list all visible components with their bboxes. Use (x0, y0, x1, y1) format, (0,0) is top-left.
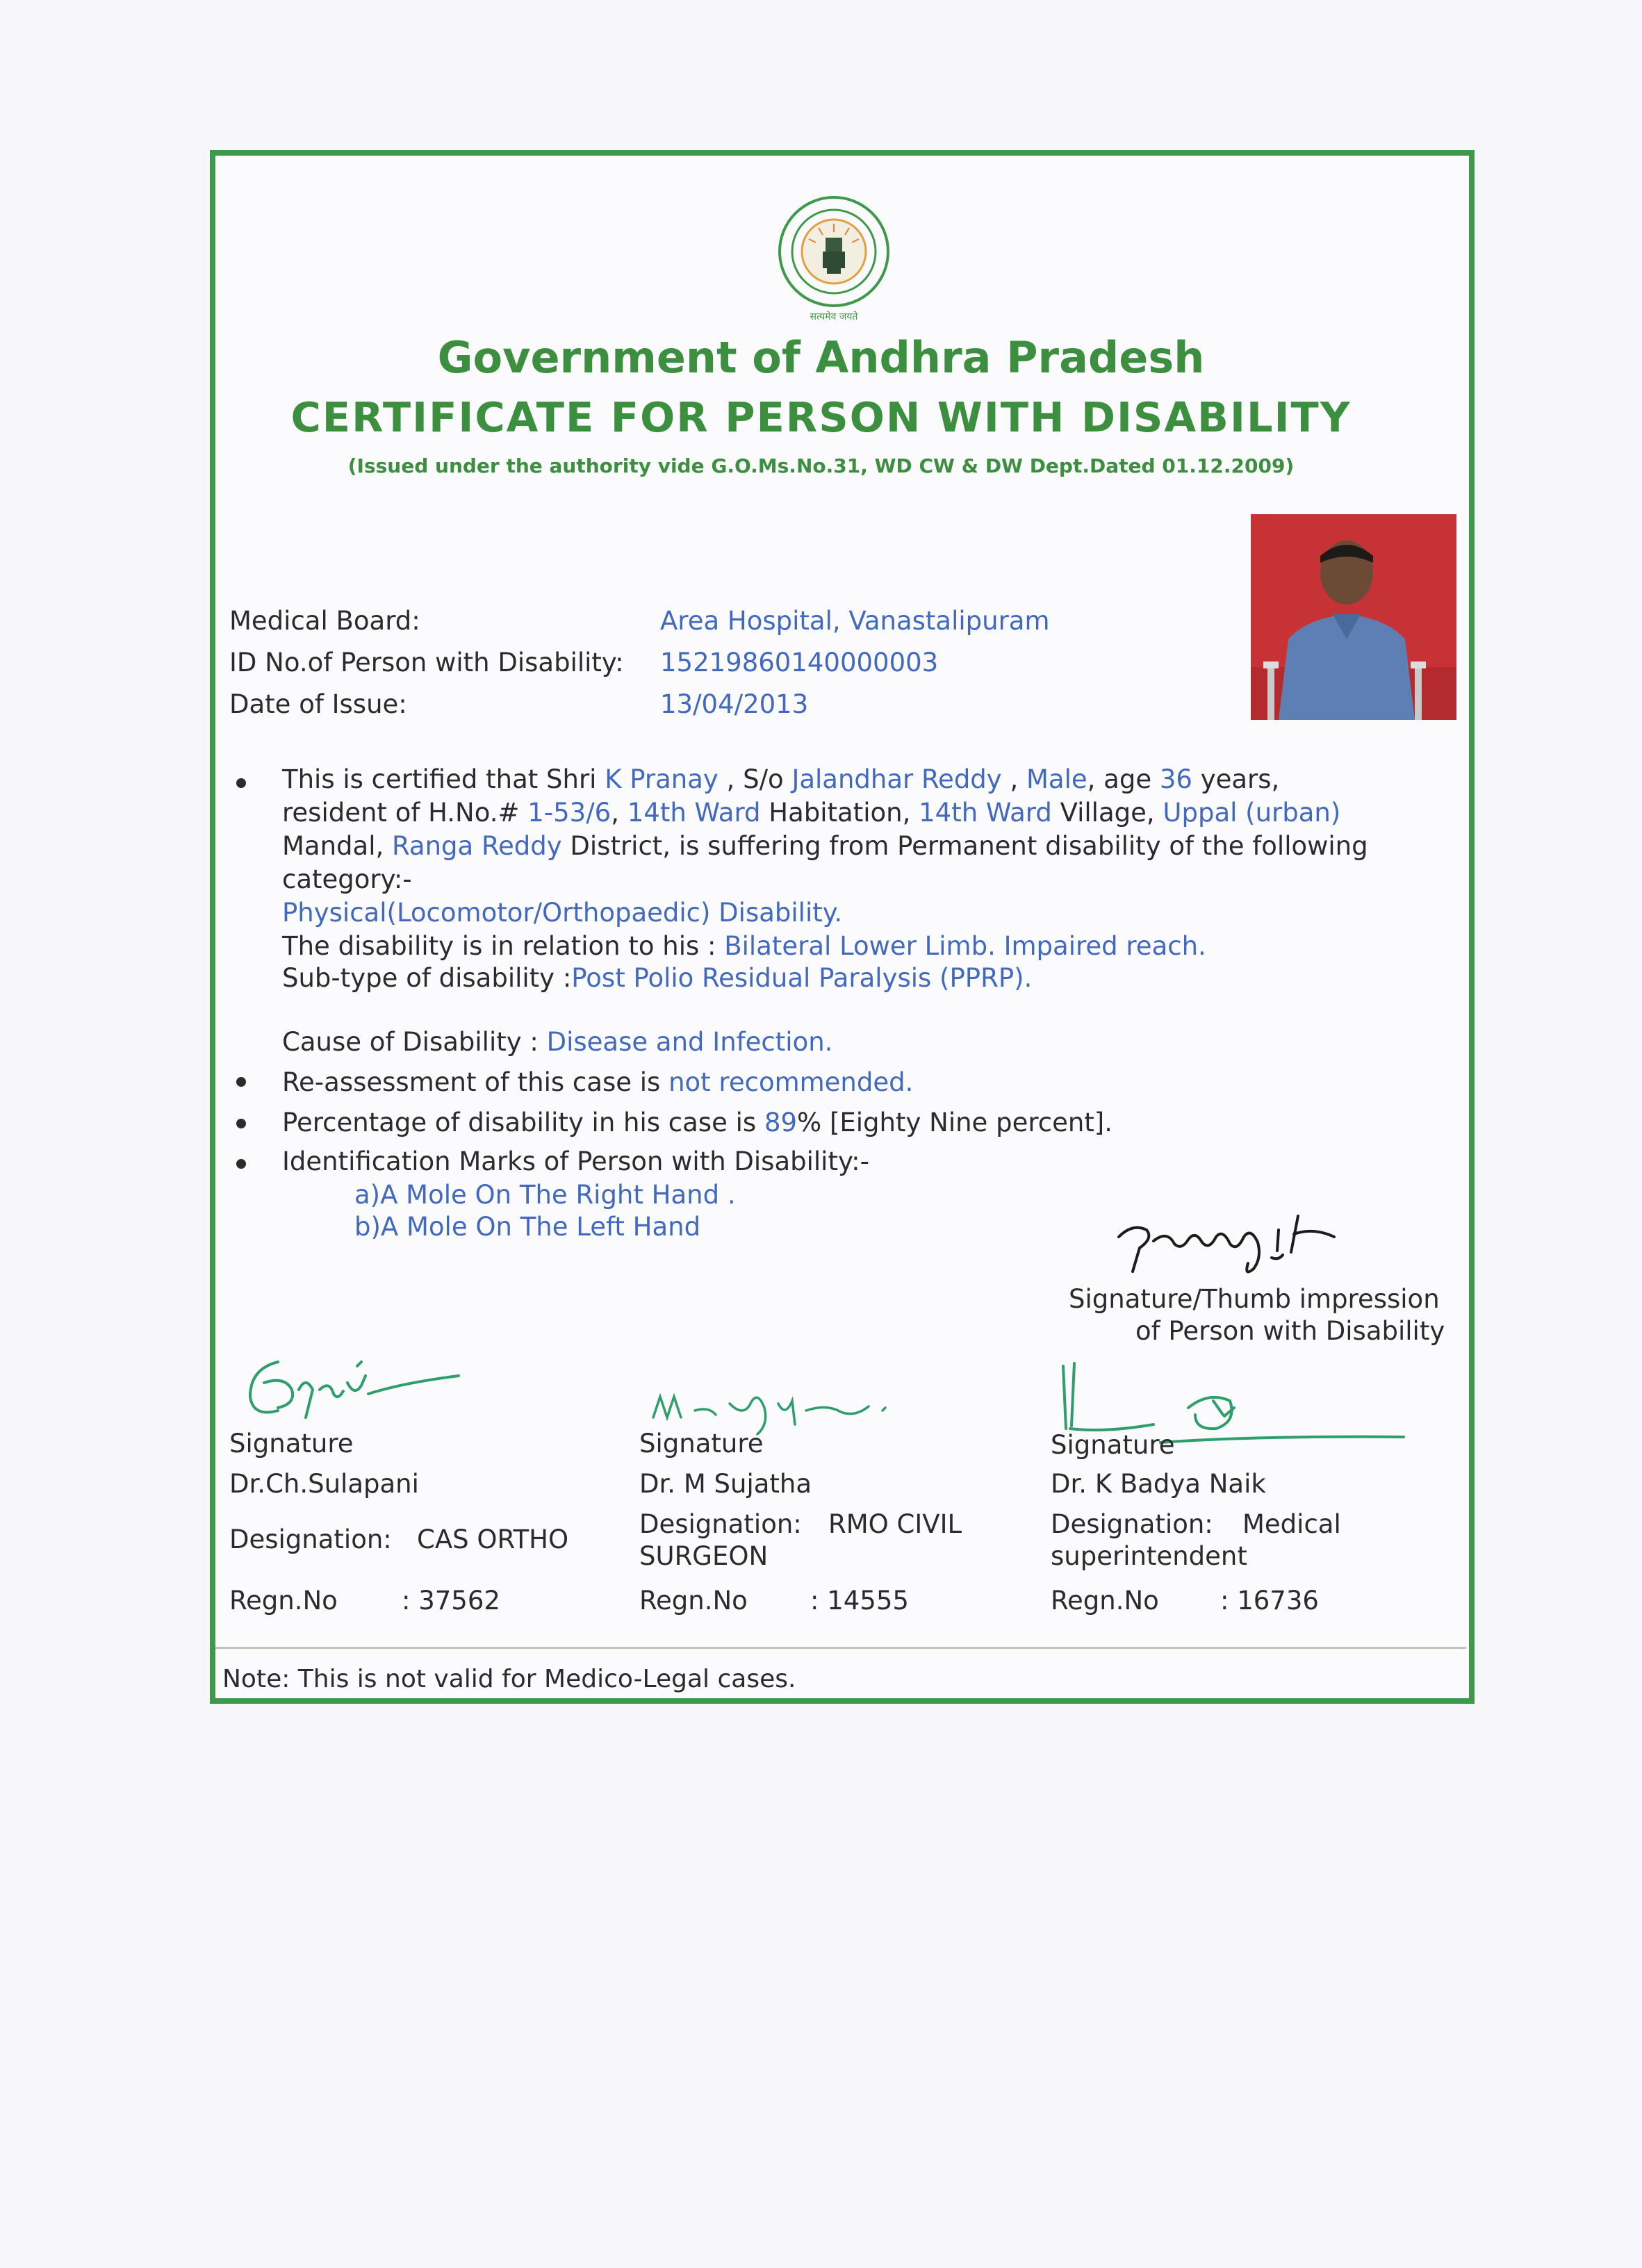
id-number-value: 15219860140000003 (660, 648, 939, 677)
person-signature-label-2: of Person with Disability (1135, 1316, 1445, 1346)
designation-label-2: Designation: (639, 1509, 802, 1539)
bullet-icon (236, 778, 246, 788)
certification-line-2: resident of H.No.# 1-53/6, 14th Ward Habitation, 14th Ward Village, Uppal (urban) (282, 798, 1341, 828)
regn-label-1: Regn.No (229, 1586, 338, 1616)
person-photo (1251, 514, 1456, 720)
percentage-line: Percentage of disability in his case is 89% [Eighty Nine percent]. (282, 1108, 1113, 1137)
emblem-caption: सत्यमेव जयते (810, 311, 858, 322)
designation-value-1: CAS ORTHO (417, 1525, 569, 1554)
date-of-issue-label: Date of Issue: (229, 689, 407, 719)
reassessment-line: Re-assessment of this case is not recommended. (282, 1067, 914, 1097)
certification-line-1: This is certified that Shri K Pranay , S/o Jalandhar Reddy , Male, age 36 years, (282, 764, 1280, 794)
disability-subtype: Sub-type of disability :Post Polio Residual Paralysis (PPRP). (282, 963, 1033, 993)
bullet-icon (236, 1077, 246, 1087)
signatory-name-3: Dr. K Badya Naik (1051, 1469, 1266, 1499)
signatory-name-1: Dr.Ch.Sulapani (229, 1469, 419, 1499)
certificate-title: CERTIFICATE FOR PERSON WITH DISABILITY (290, 393, 1352, 441)
designation-label-3: Designation: (1051, 1509, 1213, 1539)
signature-label-2: Signature (639, 1429, 764, 1458)
state-emblem-seal (764, 189, 903, 328)
id-number-label: ID No.of Person with Disability: (229, 648, 624, 677)
disability-cause: Cause of Disability : Disease and Infection. (282, 1027, 833, 1057)
regn-value-2: : 14555 (810, 1586, 909, 1616)
designation-value-2-line1: RMO CIVIL (828, 1509, 962, 1539)
medical-board-value: Area Hospital, Vanastalipuram (660, 606, 1050, 636)
medical-board-label: Medical Board: (229, 606, 420, 636)
date-of-issue-value: 13/04/2013 (660, 689, 809, 719)
designation-value-3-line2: superintendent (1051, 1541, 1247, 1571)
regn-value-1: : 37562 (402, 1586, 500, 1616)
regn-label-2: Regn.No (639, 1586, 748, 1616)
bullet-icon (236, 1159, 246, 1169)
certification-line-3: Mandal, Ranga Reddy District, is suffering from Permanent disability of the following (282, 831, 1368, 861)
disability-relation: The disability is in relation to his : Bilateral Lower Limb. Impaired reach. (282, 931, 1206, 961)
person-signature-label-1: Signature/Thumb impression (1069, 1284, 1440, 1314)
disability-category: Physical(Locomotor/Orthopaedic) Disability. (282, 898, 843, 928)
signature-label-1: Signature (229, 1429, 354, 1458)
bullet-icon (236, 1119, 246, 1128)
government-heading: Government of Andhra Pradesh (437, 332, 1205, 383)
person-handwritten-signature (1105, 1188, 1397, 1285)
identification-marks-label: Identification Marks of Person with Disability:- (282, 1147, 869, 1176)
signature-label-3: Signature (1051, 1430, 1175, 1460)
footer-divider (215, 1647, 1466, 1649)
identification-mark-b: b)A Mole On The Left Hand (354, 1212, 701, 1242)
designation-label-1: Designation: (229, 1525, 392, 1554)
designation-value-3-line1: Medical (1242, 1509, 1341, 1539)
regn-label-3: Regn.No (1051, 1586, 1159, 1616)
designation-value-2-line2: SURGEON (639, 1541, 769, 1571)
footer-note: Note: This is not valid for Medico-Legal cases. (222, 1665, 796, 1693)
category-label: category:- (282, 864, 412, 894)
identification-mark-a: a)A Mole On The Right Hand . (354, 1180, 736, 1210)
regn-value-3: : 16736 (1220, 1586, 1319, 1616)
authority-line: (Issued under the authority vide G.O.Ms.No.31, WD CW & DW Dept.Dated 01.12.2009) (347, 454, 1295, 477)
signatory-name-2: Dr. M Sujatha (639, 1469, 812, 1499)
